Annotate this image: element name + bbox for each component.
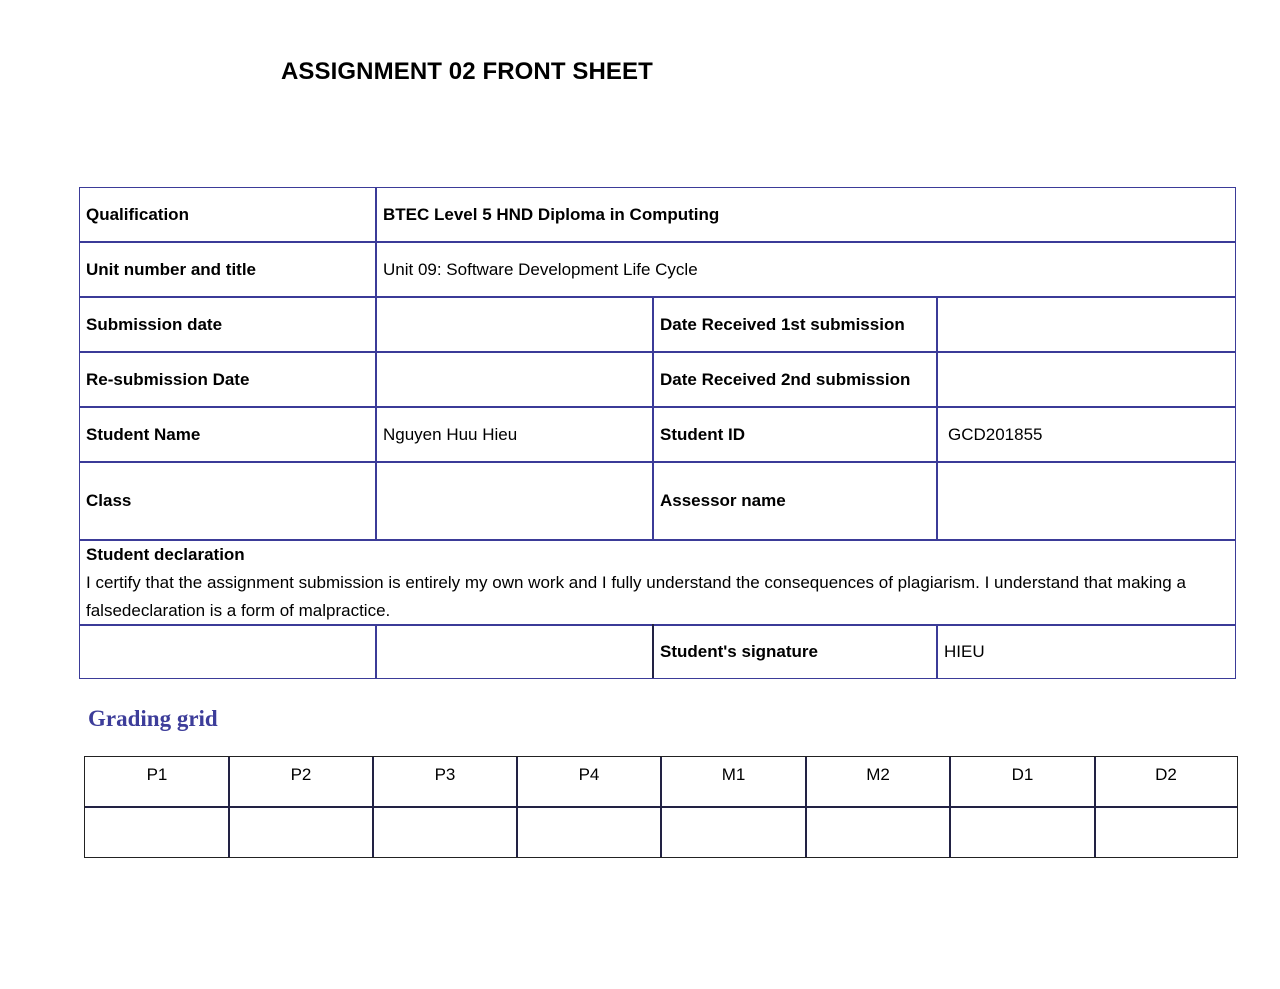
student-id-value: GCD201855	[948, 424, 1043, 444]
resubmission-date-value	[377, 353, 652, 406]
received-1st-value	[938, 298, 1235, 351]
grade-header-p2: P2	[290, 765, 312, 784]
student-declaration	[86, 541, 1226, 625]
grade-header-p1: P1	[146, 765, 168, 784]
class-value	[377, 463, 652, 539]
grade-header-d1: D1	[1011, 765, 1034, 784]
grade-header-m1: M1	[721, 765, 746, 784]
received-1st-label: Date Received 1st submission	[660, 314, 905, 334]
received-2nd-label: Date Received 2nd submission	[660, 369, 911, 389]
unit-label: Unit number and title	[86, 259, 256, 279]
grading-grid-title: Grading grid	[88, 706, 218, 731]
student-name-label: Student Name	[86, 424, 201, 444]
student-signature-label: Student's signature	[660, 642, 819, 661]
submission-date-label: Submission date	[86, 314, 223, 334]
declaration-text: I certify that the assignment submission is entirely my own work and I fully understand the consequences of plagiarism. I understand that making a falsedeclaration is a form of malpractice.	[86, 573, 1186, 620]
class-label: Class	[86, 491, 132, 510]
signature-row-empty-1	[80, 626, 376, 678]
qualification-label: Qualification	[86, 204, 189, 224]
student-id-label: Student ID	[660, 424, 745, 444]
grade-header-m2: M2	[866, 765, 890, 784]
received-2nd-value	[938, 353, 1235, 406]
resubmission-date-label: Re-submission Date	[86, 369, 250, 389]
assessor-name-label: Assessor name	[660, 491, 786, 510]
student-signature-value: HIEU	[944, 642, 985, 661]
grade-header-p3: P3	[434, 765, 456, 784]
page-title: ASSIGNMENT 02 FRONT SHEET	[281, 58, 653, 85]
unit-value: Unit 09: Software Development Life Cycle	[383, 259, 698, 279]
student-name-value: Nguyen Huu Hieu	[383, 424, 518, 444]
submission-date-value	[377, 298, 652, 351]
signature-row-empty-2	[377, 626, 652, 678]
grade-header-d2: D2	[1155, 765, 1177, 784]
grading-grid	[84, 756, 1238, 858]
qualification-value: BTEC Level 5 HND Diploma in Computing	[383, 204, 720, 224]
declaration-title: Student declaration	[86, 545, 245, 564]
assessor-name-value	[938, 463, 1235, 539]
grade-header-p4: P4	[578, 765, 600, 784]
front-sheet-table	[79, 187, 1236, 679]
